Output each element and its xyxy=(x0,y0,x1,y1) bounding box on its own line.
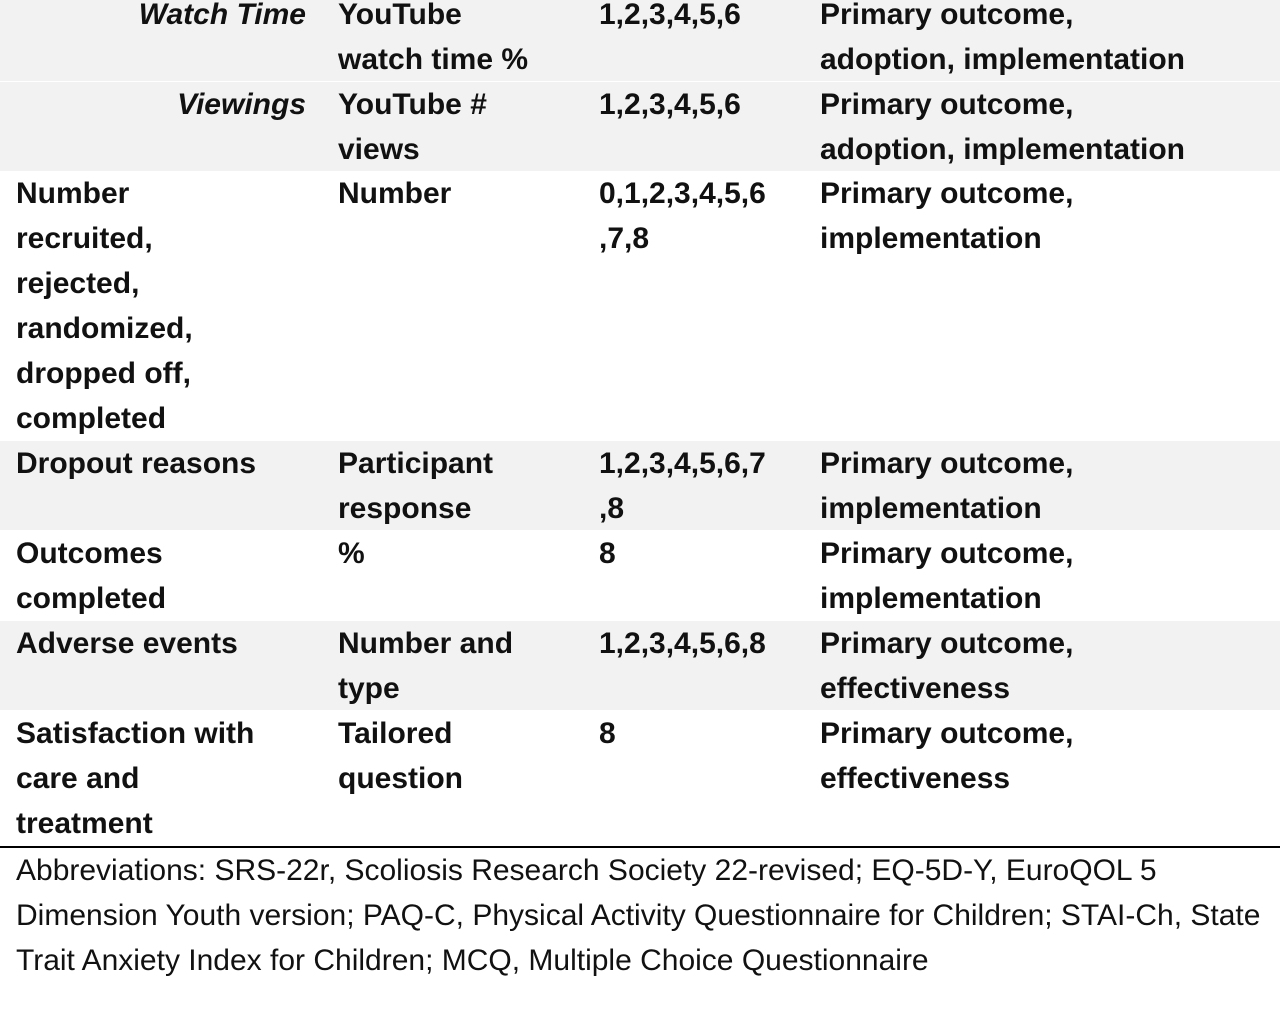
abbreviations-footnote: Abbreviations: SRS-22r, Scoliosis Research Society 22-revised; EQ-5D-Y, EuroQOL 5 Dimension Youth version; PAQ-C, Physical Activity Questionnaire for Children; STAI-Ch, State Trait Anxiety Index for Children; MCQ, Multiple Choice Questionnaire xyxy=(16,854,1261,977)
timepoints-cell: 8 xyxy=(599,717,616,750)
measure-cell: Watch Time xyxy=(138,0,306,31)
table-row xyxy=(0,441,1280,530)
table-row xyxy=(0,531,1280,620)
measure-cell: Number recruited, rejected, randomized, dropped off, completed xyxy=(16,177,193,435)
measurement-cell: Number and type xyxy=(338,627,514,705)
purpose-cell: Primary outcome, effectiveness xyxy=(820,717,1074,795)
measure-cell: Adverse events xyxy=(16,627,238,660)
measure-cell: Outcomes completed xyxy=(16,537,167,615)
measure-cell: Satisfaction with care and treatment xyxy=(16,717,255,840)
purpose-cell: Primary outcome, adoption, implementation xyxy=(820,88,1185,166)
table-row xyxy=(0,711,1280,845)
timepoints-cell: 1,2,3,4,5,6 xyxy=(599,0,741,31)
table-row xyxy=(0,621,1280,710)
timepoints-cell: 1,2,3,4,5,6,7 ,8 xyxy=(599,447,766,525)
purpose-cell: Primary outcome, implementation xyxy=(820,447,1074,525)
measurement-cell: Participant response xyxy=(338,447,494,525)
timepoints-cell: 0,1,2,3,4,5,6 ,7,8 xyxy=(599,177,766,255)
purpose-cell: Primary outcome, adoption, implementation xyxy=(820,0,1185,76)
purpose-cell: Primary outcome, effectiveness xyxy=(820,627,1074,705)
purpose-cell: Primary outcome, implementation xyxy=(820,177,1074,255)
table-row xyxy=(0,171,1280,440)
measure-cell: Viewings xyxy=(177,88,306,121)
measurement-cell: % xyxy=(338,537,365,570)
timepoints-cell: 8 xyxy=(599,537,616,570)
timepoints-cell: 1,2,3,4,5,6,8 xyxy=(599,627,766,660)
table-row xyxy=(0,0,1280,81)
measure-cell: Dropout reasons xyxy=(16,447,257,480)
purpose-cell: Primary outcome, implementation xyxy=(820,537,1074,615)
measurement-cell: Tailored question xyxy=(338,717,463,795)
table-row xyxy=(0,82,1280,171)
measurement-cell: YouTube watch time % xyxy=(338,0,529,76)
measurement-cell: YouTube # views xyxy=(338,88,487,166)
measurement-cell: Number xyxy=(338,177,452,210)
timepoints-cell: 1,2,3,4,5,6 xyxy=(599,88,741,121)
